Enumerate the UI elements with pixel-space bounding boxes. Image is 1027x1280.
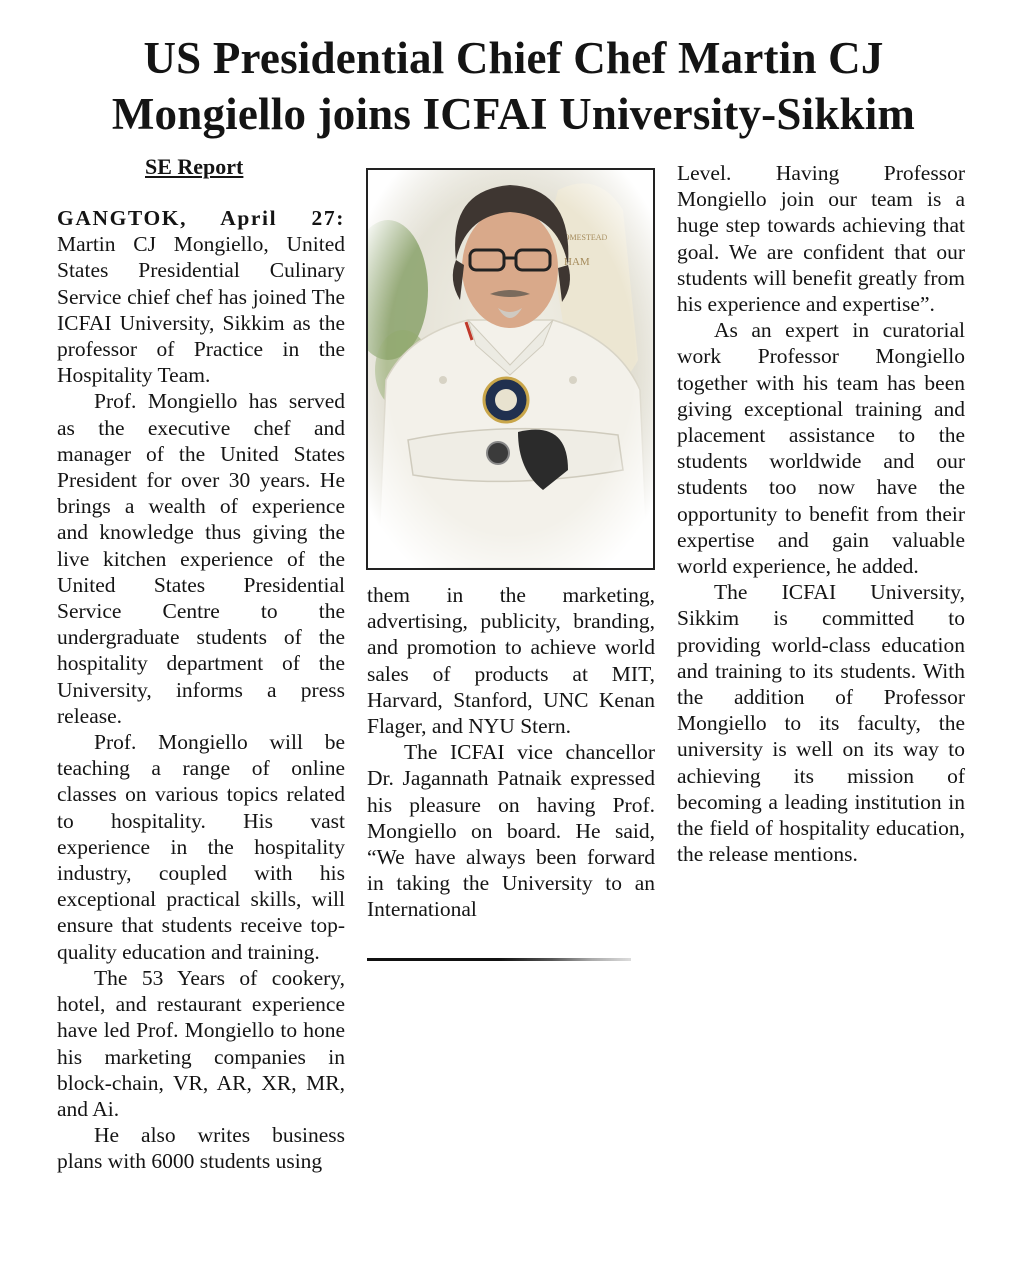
paragraph-intro <box>57 205 345 388</box>
dateline: GANGTOK, April 27: <box>57 206 345 230</box>
chef-portrait-illustration <box>368 170 653 568</box>
paragraph: Level. Having Professor Mongiello join our team is a huge step towards achieving that goal. We are confident that our students will benefit greatly from his experience and expertise”. <box>677 161 965 317</box>
chef-photo <box>366 168 655 570</box>
headline-line-2: Mongiello joins ICFAI University-Sikkim <box>111 89 916 139</box>
paragraph: He also writes business plans with 6000 students using <box>57 1123 345 1174</box>
paragraph: Prof. Mongiello has served as the executive chef and manager of the United States President for over 30 years. He brings a wealth of experience and knowledge thus giving the live kitchen experience of the United States Presidential Service Centre to the undergraduate students of the hospitality department of the University, informs a press release. <box>57 389 345 728</box>
intro-text: Martin CJ Mongiello, United States Presidential Culinary Service chief chef has joined The ICFAI University, Sikkim as the professor of Practice in the Hospitality Team. <box>57 232 345 388</box>
paragraph: The ICFAI University, Sikkim is committed to providing world-class education and training to its students. With the addition of Professor Mongiello to its faculty, the university is well on its way to achieving its mission of becoming a leading institution in the field of hospitality education, the release mentions. <box>677 580 965 867</box>
paragraph: The 53 Years of cookery, hotel, and restaurant experience have led Prof. Mongiello to hone his marketing companies in block-chain, VR, AR, XR, MR, and Ai. <box>57 965 345 1121</box>
paragraph: Prof. Mongiello will be teaching a range of online classes on various topics related to hospitality. His vast experience in the hospitality industry, coupled with his exceptional practical skills, will ensure that students receive top-quality education and training. <box>57 730 345 964</box>
headline-line-1: US Presidential Chief Chef Martin CJ <box>143 33 884 83</box>
headline <box>40 30 987 142</box>
paragraph: The ICFAI vice chancellor Dr. Jagannath Patnaik expressed his pleasure on having Prof. Mongiello on board. He said, “We have always been forward in taking the University to an International <box>367 740 655 922</box>
paragraph: them in the marketing, advertising, publicity, branding, and promotion to achieve world sales of products at MIT, Harvard, Stanford, UNC Kenan Flager, and NYU Stern. <box>367 583 655 739</box>
column-3 <box>677 160 965 867</box>
byline: SE Report <box>145 154 244 179</box>
column-1 <box>57 205 345 1175</box>
column-2 <box>367 582 655 923</box>
paragraph: As an expert in curatorial work Professor Mongiello together with his team has been giving exceptional training and placement assistance to the students worldwide and our students too now have the opportunity to benefit from their expertise and gain valuable world experience, he added. <box>677 318 965 579</box>
column-end-rule <box>367 958 631 961</box>
